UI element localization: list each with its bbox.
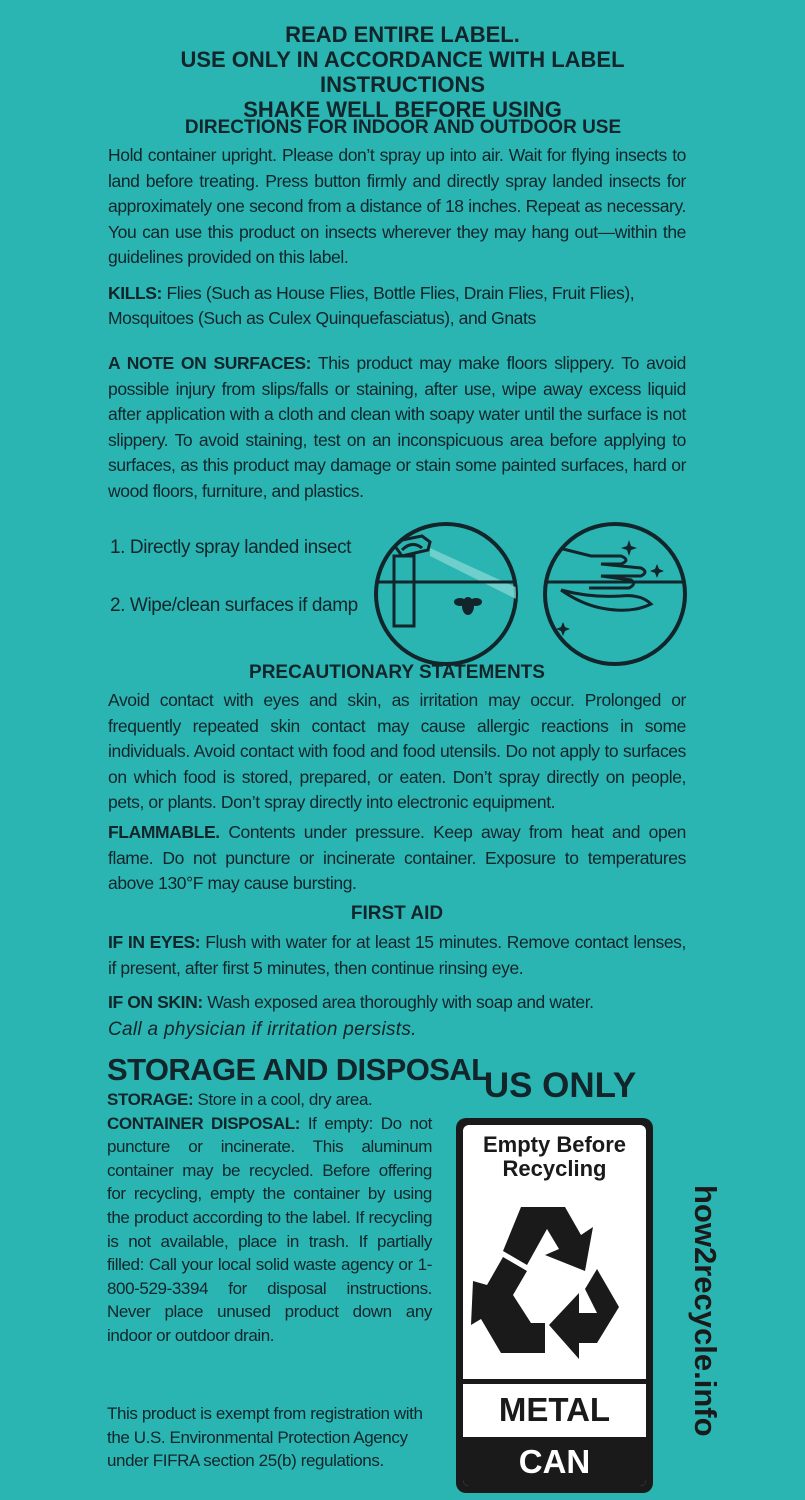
empty-before-recycling [463, 1133, 646, 1181]
shake-well-line: SHAKE WELL BEFORE USING [243, 97, 562, 122]
kills-label: KILLS: [108, 283, 162, 303]
label-header [100, 22, 705, 122]
how2recycle-label [456, 1118, 653, 1493]
kills-text: Flies (Such as House Flies, Bottle Flies, Drain Flies, Fruit Flies), Mosquitoes (Such as Culex Quinquefasciatus), and Gnats [108, 283, 635, 328]
disposal-label: CONTAINER DISPOSAL: [107, 1113, 300, 1133]
recycle-label-inner [463, 1125, 646, 1486]
empty-line2: Recycling [502, 1156, 607, 1181]
use-only-line: USE ONLY IN ACCORDANCE WITH LABEL INSTRUCTIONS [180, 47, 625, 97]
read-label-line: READ ENTIRE LABEL. [285, 22, 520, 47]
how2recycle-site [688, 1185, 740, 1475]
disposal-text: If empty: Do not puncture or incinerate. This aluminum container may be recycled. Before offering for recycling, empty the container by using the product according to the label. If recycling is not available, place in trash. If partially filled: Call your local solid waste agency or 1-800-529-3394 for disposal instructions. Never place unused product down any indoor or outdoor drain. [107, 1113, 432, 1345]
step-wipe: 2. Wipe/clean surfaces if damp [110, 595, 358, 616]
first-aid-title: FIRST AID [350, 903, 444, 924]
us-only-label: US ONLY [483, 1066, 637, 1105]
flammable-label: FLAMMABLE. [108, 822, 220, 842]
wipe-hand-cloth-icon [541, 520, 689, 668]
exempt-note: This product is exempt from registration with the U.S. Environmental Protection Agency under FIFRA section 25(b) regulations. [107, 1404, 423, 1471]
flammable-text: Contents under pressure. Keep away from heat and open flame. Do not puncture or incinerate container. Exposure to temperatures above 130°F may cause bursting. [108, 822, 686, 894]
precautionary-body: Avoid contact with eyes and skin, as irritation may occur. Prolonged or frequently repeated skin contact may cause allergic reactions in some individuals. Avoid contact with food and food utensils. Do not apply to surfaces on which food is stored, prepared, or eaten. Don’t spray directly on people, pets, or plants. Don’t spray directly into electronic equipment. [108, 690, 686, 813]
empty-line1: Empty Before [482, 1132, 627, 1157]
metal-label: METAL [463, 1379, 646, 1436]
flammable-paragraph [108, 820, 686, 897]
precautionary-title: PRECAUTIONARY STATEMENTS [249, 662, 545, 683]
storage-text: Store in a cool, dry area. [193, 1090, 373, 1109]
eyes-label: IF IN EYES: [108, 932, 201, 952]
directions-body: Hold container upright. Please don’t spray up into air. Wait for flying insects to land before treating. Press button firmly and directly spray landed insects for approximately one second from a distance of 18 inches. Repeat as necessary. You can use this product on insects wherever they may hang out—within the guidelines provided on this label. [108, 145, 686, 268]
storage-body [107, 1088, 432, 1348]
physician-note: Call a physician if irritation persists. [108, 1019, 417, 1040]
usage-steps [110, 537, 358, 653]
eyes-text: Flush with water for at least 15 minutes. Remove contact lenses, if present, after first 5 minutes, then continue rinsing eye. [108, 932, 686, 978]
first-aid-skin [108, 990, 686, 1016]
skin-text: Wash exposed area thoroughly with soap and water. [202, 992, 594, 1012]
fly-icon [454, 597, 482, 615]
storage-title: STORAGE AND DISPOSAL [107, 1052, 490, 1087]
step-spray: 1. Directly spray landed insect [110, 537, 352, 558]
surfaces-text: This product may make floors slippery. To avoid possible injury from slips/falls or staining, after use, wipe away excess liquid after application with a cloth and clean with soapy water until the surface is not slippery. To avoid staining, test on an inconspicuous area before applying to surfaces, as this product may damage or stain some painted surfaces, hard or wood floors, furniture, and plastics. [108, 353, 686, 501]
can-label: CAN [463, 1437, 646, 1486]
spray-can-insect-icon [372, 520, 520, 668]
kills-paragraph [108, 281, 686, 331]
directions-title: DIRECTIONS FOR INDOOR AND OUTDOOR USE [184, 117, 622, 138]
recycle-arrows-icon [469, 1189, 640, 1377]
surfaces-note [108, 351, 686, 505]
storage-label: STORAGE: [107, 1090, 194, 1109]
how2recycle-site-text: how2recycle.info [688, 1185, 723, 1437]
surfaces-label: A NOTE ON SURFACES: [108, 353, 312, 373]
first-aid-eyes [108, 930, 686, 981]
skin-label: IF ON SKIN: [108, 992, 203, 1012]
